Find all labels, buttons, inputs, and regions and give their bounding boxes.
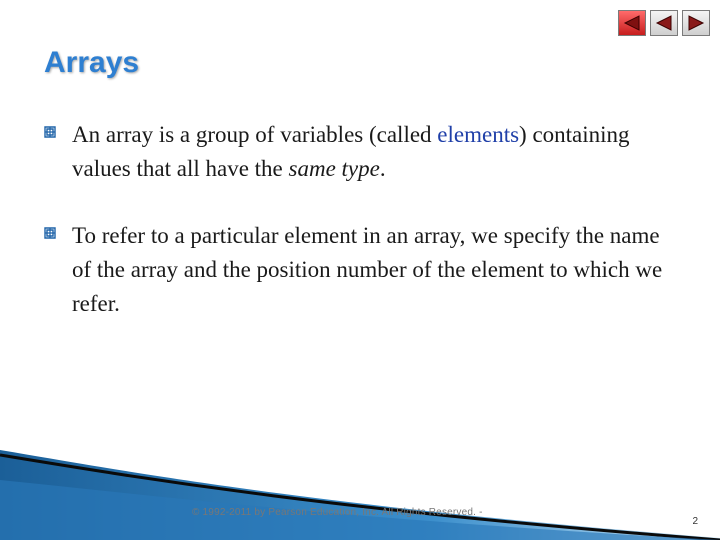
copyright-footer: © 1992-2011 by Pearson Education, Inc. All Rights Reserved. -	[192, 507, 483, 518]
bullet-item	[44, 118, 684, 186]
triangle-right-icon	[687, 15, 705, 31]
bullet-icon	[44, 126, 56, 138]
triangle-left-icon	[623, 15, 641, 31]
bullet-text-part: ) containing values that all have the	[72, 122, 630, 181]
italic-term: same type	[288, 156, 380, 181]
highlighted-term: elements	[437, 122, 520, 147]
bullet-text-part: .	[379, 156, 386, 181]
decorative-swoosh	[0, 450, 720, 540]
bullet-text	[72, 118, 684, 186]
slide-navigation	[618, 10, 710, 36]
bullet-icon	[44, 227, 56, 239]
prev-slide-button[interactable]	[618, 10, 646, 36]
bullet-item	[44, 219, 684, 321]
triangle-left-icon	[655, 15, 673, 31]
page-number: 2	[692, 516, 698, 527]
bullet-text-part: An array is a group of variables (called	[72, 122, 438, 147]
next-slide-button[interactable]	[682, 10, 710, 36]
bullet-text	[72, 219, 684, 321]
bullet-text-part: To refer to a particular element in an array, we specify the name of the array and the position number of the element to which we refer.	[72, 223, 663, 316]
back-button[interactable]	[650, 10, 678, 36]
bullet-list	[44, 118, 684, 354]
slide-title: Arrays	[44, 46, 140, 79]
